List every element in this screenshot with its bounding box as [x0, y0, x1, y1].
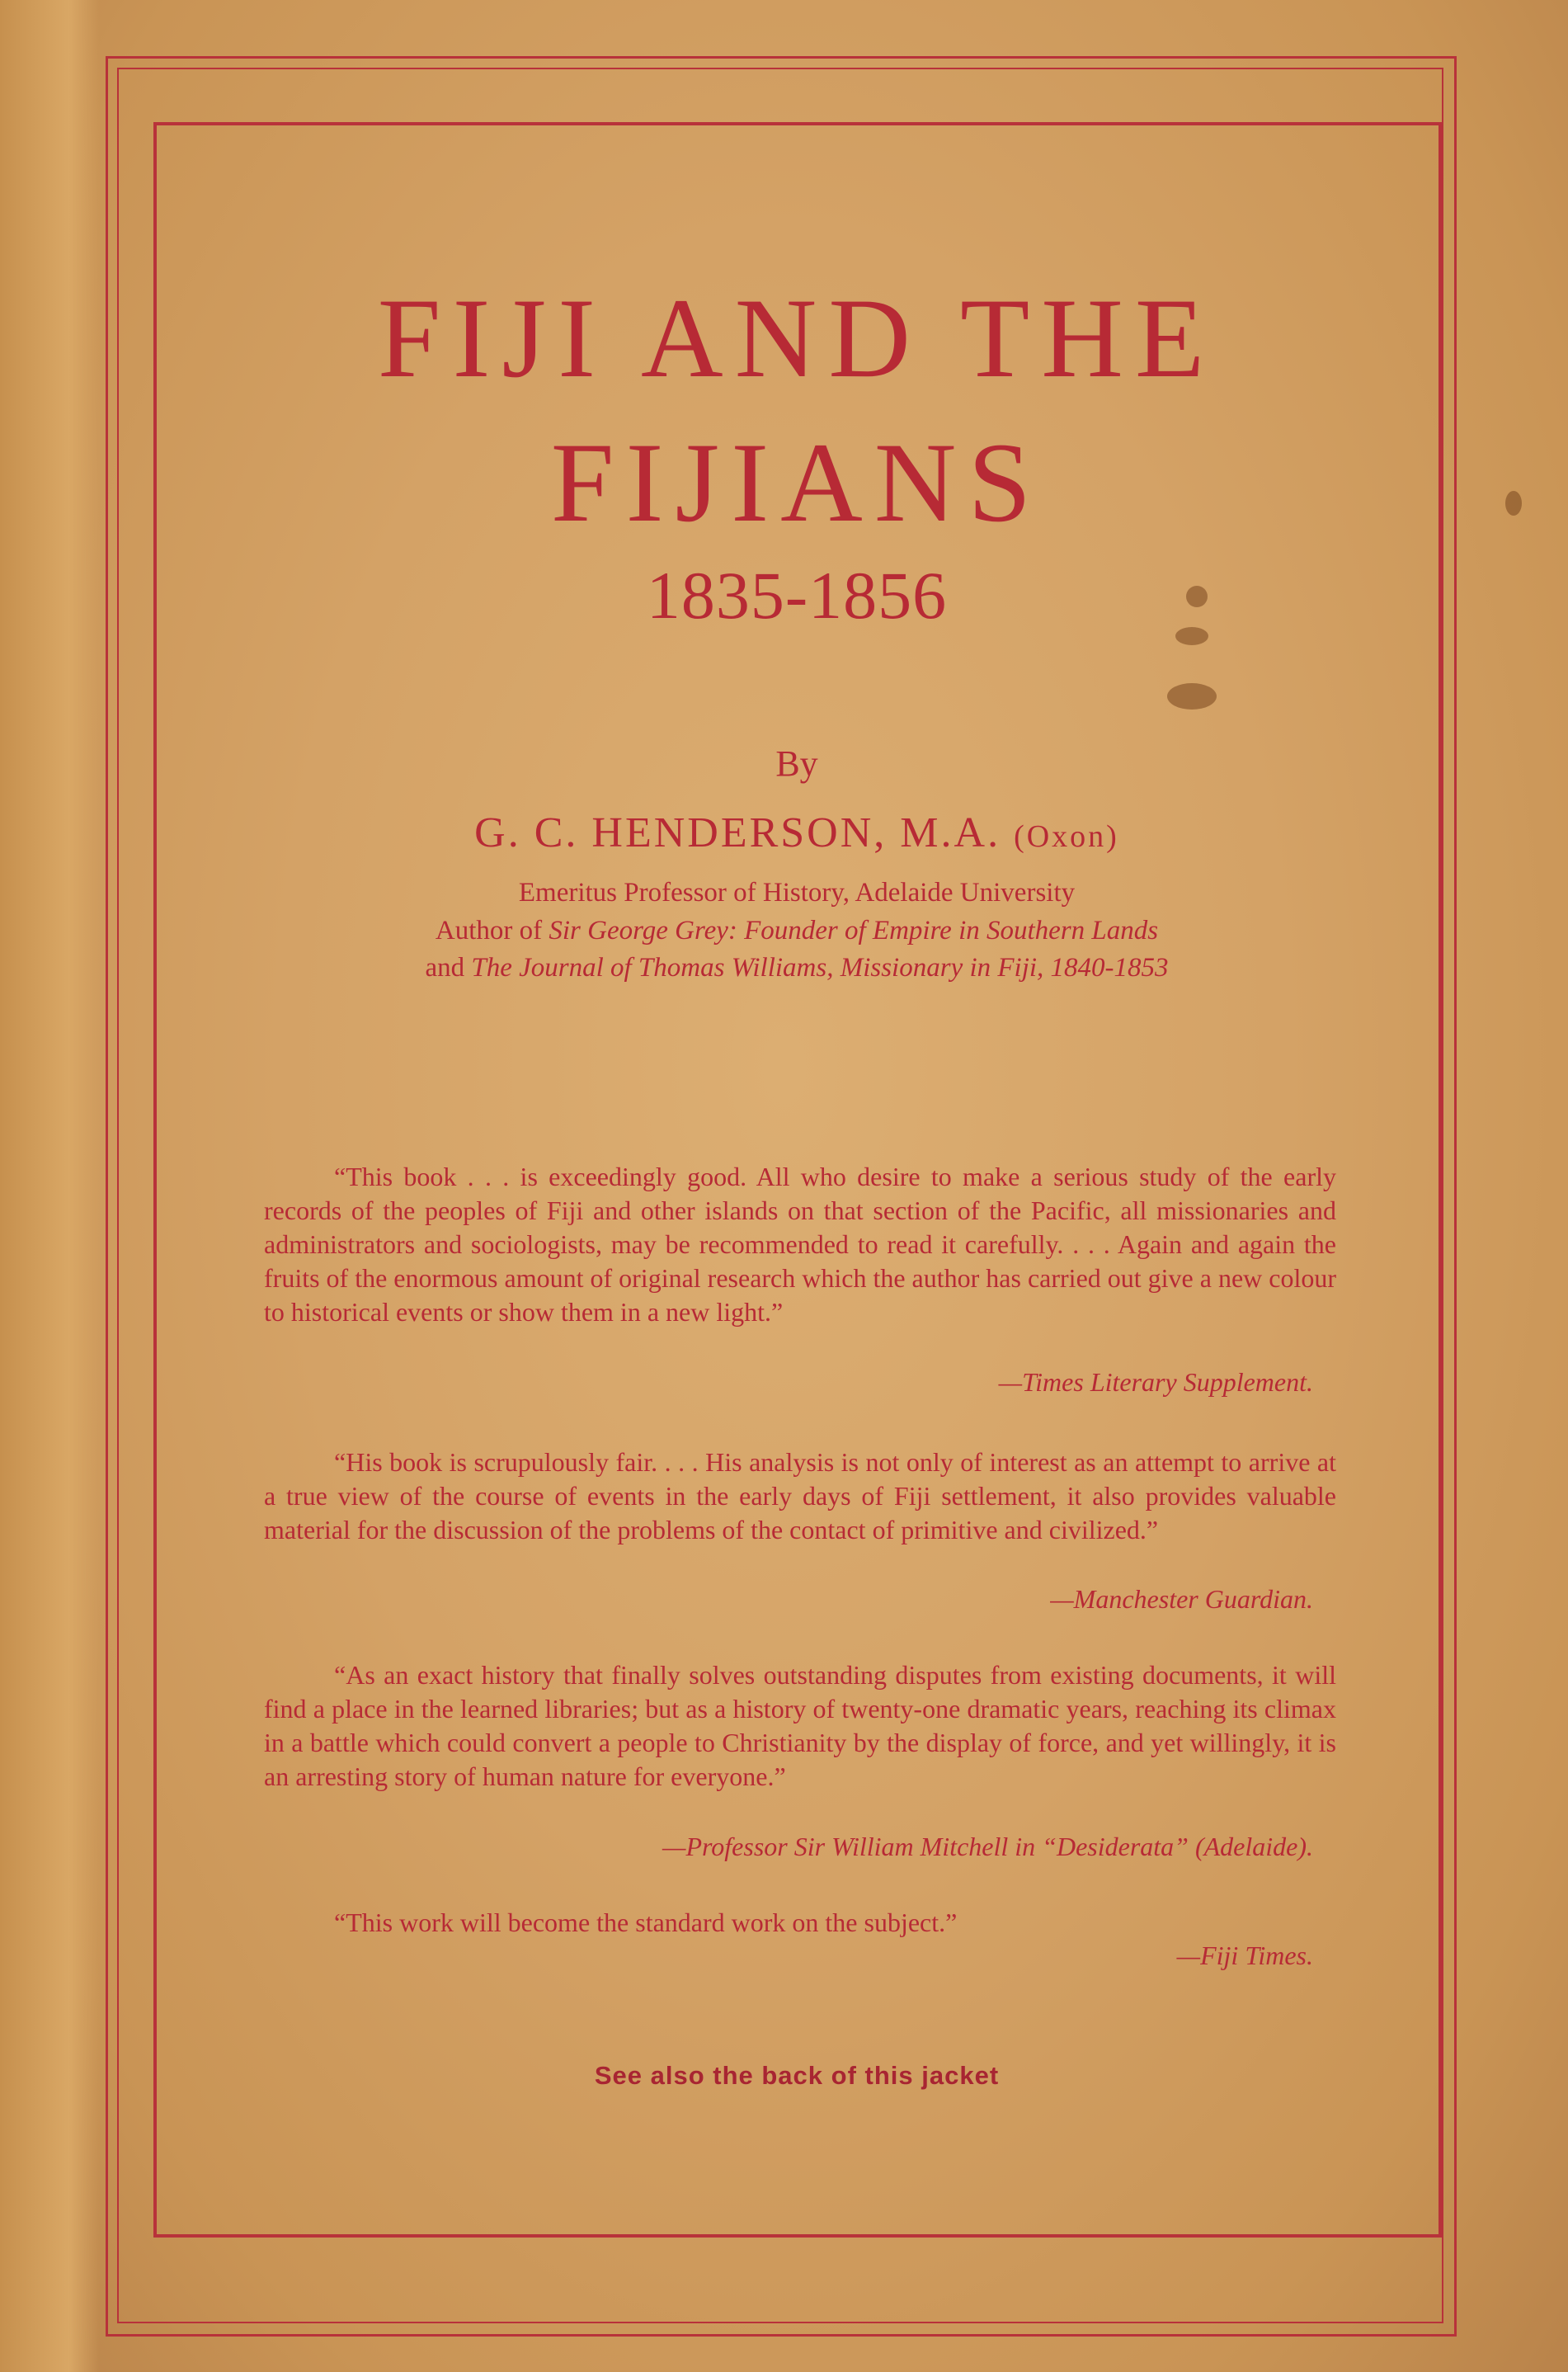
prior-work-title: Sir George Grey: Founder of Empire in Southern Lands: [549, 916, 1159, 945]
back-jacket-note: See also the back of this jacket: [594, 2061, 1000, 2090]
prior-work-prefix: Author of: [435, 916, 543, 945]
stain-mark: [1505, 491, 1522, 516]
stain-mark: [1167, 683, 1217, 710]
author-line: [153, 809, 1440, 857]
review-quote: “His book is scrupulously fair. . . . His analysis is not only of interest as an attempt to arrive at a true view of the course of events in the early days of Fiji settlement, it also provides valuable material for the discussion of the problems of the contact of primitive and civilized.”: [264, 1447, 1336, 1544]
author-prior-work-1: [153, 916, 1440, 946]
prior-work-title: The Journal of Thomas Williams, Missionary in Fiji, 1840-1853: [471, 953, 1169, 983]
jacket-spine-fold: [0, 0, 99, 2372]
review-source: —Professor Sir William Mitchell in “Desiderata” (Adelaide).: [662, 1832, 1313, 1861]
author-prior-work-2: [153, 953, 1440, 983]
by-label: By: [775, 743, 818, 784]
author-degree: (Oxon): [1014, 819, 1119, 854]
prior-work-prefix: and: [425, 953, 465, 983]
book-title-line-2: FIJIANS: [550, 419, 1043, 545]
author-affiliation: Emeritus Professor of History, Adelaide University: [518, 878, 1076, 908]
review-quote: “This work will become the standard work on the subject.”: [334, 1908, 958, 1937]
book-title-line-1: FIJI AND THE: [377, 275, 1217, 401]
review-source: —Times Literary Supplement.: [998, 1367, 1313, 1397]
review-quote: “This book . . . is exceedingly good. All who desire to make a serious study of the early records of the peoples of Fiji and other islands on that section of the Pacific, all missionaries and administrators and sociologists, may be recommended to read it carefully. . . . Again and again the fruits of the enormous amount of original research which the author has carried out give a new colour to historical events or show them in a new light.”: [264, 1162, 1337, 1327]
review-source: —Manchester Guardian.: [1050, 1584, 1313, 1614]
review-source: —Fiji Times.: [1176, 1941, 1313, 1970]
author-name: G. C. HENDERSON, M.A.: [474, 809, 1001, 856]
book-dates: 1835-1856: [646, 558, 948, 633]
review-quote: “As an exact history that finally solves outstanding disputes from existing documents, it will find a place in the learned libraries; but as a history of twenty-one dramatic years, reaching its climax in a battle which could convert a people to Christianity by the display of force, and yet willingly, it is an arresting story of human nature for everyone.”: [264, 1660, 1336, 1791]
